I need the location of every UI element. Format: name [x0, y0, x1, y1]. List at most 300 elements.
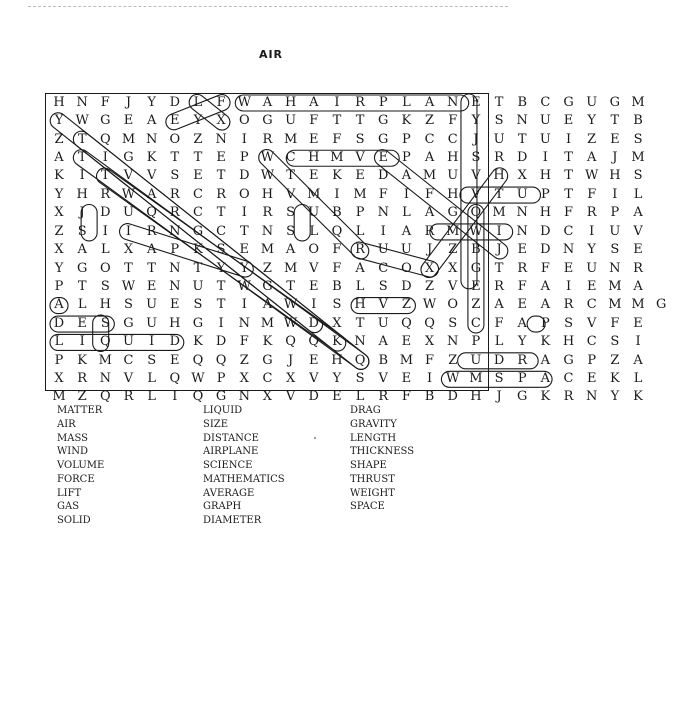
- grid-cell: Q: [99, 131, 111, 147]
- grid-cell: T: [147, 260, 156, 276]
- grid-cell: M: [330, 150, 344, 166]
- grid-cell: H: [493, 168, 505, 184]
- grid-cell: T: [286, 278, 295, 294]
- grid-cell: T: [77, 278, 87, 294]
- grid-cell: G: [262, 278, 273, 294]
- grid-cell: H: [562, 334, 575, 350]
- grid-cell: Y: [54, 113, 64, 129]
- word-list-item: SHAPE: [350, 460, 387, 471]
- grid-cell: D: [540, 223, 551, 239]
- grid-cell: S: [610, 242, 620, 258]
- grid-cell: T: [77, 131, 87, 147]
- grid-cell: A: [146, 242, 157, 258]
- grid-cell: X: [123, 242, 134, 258]
- grid-cell: A: [424, 150, 435, 166]
- grid-cell: K: [540, 334, 551, 350]
- grid-cell: Z: [448, 242, 458, 258]
- grid-cell: S: [286, 205, 296, 221]
- grid-cell: S: [448, 315, 458, 331]
- grid-cell: S: [494, 113, 504, 129]
- grid-cell: J: [426, 242, 433, 258]
- grid-cell: U: [377, 242, 389, 258]
- grid-cell: Q: [99, 389, 111, 405]
- grid-cell: Y: [587, 242, 596, 258]
- grid-cell: D: [517, 150, 528, 166]
- grid-cell: E: [332, 389, 342, 405]
- grid-cell: K: [332, 334, 342, 350]
- grid-cell: I: [589, 223, 595, 239]
- grid-cell: U: [493, 131, 505, 147]
- grid-cell: R: [262, 205, 273, 221]
- grid-cell: Q: [401, 315, 412, 331]
- grid-cell: M: [631, 297, 645, 313]
- grid-cell: L: [355, 278, 365, 294]
- grid-cell: K: [193, 242, 203, 258]
- grid-cell: J: [496, 389, 502, 405]
- grid-cell: E: [586, 278, 597, 294]
- grid-cell: S: [378, 278, 388, 294]
- grid-cell: W: [422, 297, 437, 313]
- grid-cell: O: [99, 260, 111, 276]
- grid-cell: C: [470, 315, 481, 331]
- grid-cell: L: [309, 223, 319, 239]
- grid-cell: U: [146, 297, 158, 313]
- grid-cell: N: [99, 371, 111, 387]
- grid-cell: S: [100, 278, 110, 294]
- grid-cell: E: [309, 352, 319, 368]
- grid-cell: H: [284, 94, 297, 110]
- grid-cell: V: [448, 278, 458, 294]
- grid-cell: R: [517, 352, 528, 368]
- grid-cell: K: [193, 334, 203, 350]
- grid-cell: T: [494, 94, 504, 110]
- grid-cell: V: [309, 260, 319, 276]
- grid-cell: Q: [192, 352, 204, 368]
- word-list-item: VOLUME: [57, 460, 105, 471]
- grid-cell: G: [123, 150, 134, 166]
- grid-cell: M: [631, 150, 645, 166]
- grid-cell: U: [308, 205, 320, 221]
- grid-cell: Y: [147, 94, 156, 110]
- grid-cell: I: [403, 186, 409, 202]
- grid-cell: C: [586, 334, 597, 350]
- grid-cell: I: [612, 186, 618, 202]
- grid-cell: K: [610, 371, 620, 387]
- grid-cell: V: [309, 371, 319, 387]
- grid-cell: I: [218, 315, 224, 331]
- grid-cell: L: [355, 389, 365, 405]
- grid-cell: M: [469, 371, 483, 387]
- grid-cell: I: [311, 297, 317, 313]
- grid-cell: W: [585, 168, 599, 184]
- grid-cell: U: [285, 113, 297, 129]
- grid-cell: P: [402, 150, 411, 166]
- word-list-item: MATHEMATICS: [203, 473, 285, 485]
- grid-cell: K: [633, 389, 643, 405]
- grid-cell: Q: [285, 334, 296, 350]
- grid-cell: N: [215, 131, 227, 147]
- grid-cell: N: [516, 205, 528, 221]
- grid-cell: K: [262, 334, 273, 350]
- grid-cell: X: [424, 260, 435, 276]
- grid-cell: P: [471, 334, 481, 350]
- grid-cell: P: [239, 150, 249, 166]
- grid-cell: F: [587, 186, 597, 202]
- grid-cell: N: [609, 260, 621, 276]
- grid-cell: N: [586, 389, 598, 405]
- grid-cell: I: [241, 131, 247, 147]
- grid-cell: Q: [169, 371, 181, 387]
- grid-cell: S: [100, 315, 110, 331]
- grid-cell: A: [424, 94, 435, 110]
- word-list-item: SIZE: [203, 418, 229, 430]
- grid-cell: I: [102, 150, 108, 166]
- grid-cell: S: [355, 131, 365, 147]
- grid-cell: W: [283, 297, 298, 313]
- grid-cell: N: [238, 315, 250, 331]
- grid-cell: P: [517, 371, 527, 387]
- grid-cell: V: [378, 371, 388, 387]
- word-list-item: SCIENCE: [203, 460, 253, 471]
- grid-cell: H: [354, 297, 366, 313]
- grid-cell: U: [447, 168, 459, 184]
- grid-cell: X: [54, 205, 64, 221]
- grid-cell: K: [54, 168, 64, 184]
- grid-cell: G: [609, 94, 621, 110]
- grid-cell: E: [170, 113, 180, 129]
- grid-cell: Z: [54, 131, 64, 147]
- grid-cell: P: [170, 242, 180, 258]
- grid-cell: T: [286, 168, 295, 184]
- grid-cell: M: [399, 352, 414, 368]
- grid-cell: R: [77, 371, 88, 387]
- grid-cell: M: [307, 186, 321, 202]
- grid-cell: M: [121, 131, 136, 147]
- grid-cell: R: [424, 223, 435, 239]
- grid-cell: K: [401, 113, 412, 129]
- grid-cell: P: [541, 315, 550, 331]
- grid-cell: J: [125, 94, 132, 110]
- grid-cell: G: [215, 389, 227, 405]
- grid-cell: P: [378, 94, 388, 110]
- grid-cell: E: [193, 168, 203, 184]
- grid-cell: O: [401, 260, 412, 276]
- grid-cell: X: [239, 371, 249, 387]
- grid-cell: X: [517, 168, 527, 184]
- grid-cell: H: [308, 150, 320, 166]
- grid-cell: Z: [77, 389, 87, 405]
- grid-cell: K: [332, 168, 342, 184]
- grid-cell: G: [470, 260, 482, 276]
- grid-cell: U: [146, 315, 158, 331]
- word-list-item: GRAVITY: [350, 418, 397, 430]
- grid-cell: U: [586, 94, 598, 110]
- grid-cell: Q: [331, 223, 343, 239]
- grid-cell: W: [191, 371, 205, 387]
- grid-cell: C: [378, 260, 389, 276]
- grid-cell: I: [241, 205, 247, 221]
- word-list-item: WIND: [57, 446, 88, 458]
- grid-cell: X: [285, 371, 296, 387]
- grid-cell: A: [517, 315, 527, 331]
- word-list-item: LENGTH: [350, 432, 397, 444]
- grid-cell: T: [193, 150, 203, 166]
- grid-cell: Z: [587, 131, 597, 147]
- grid-cell: Z: [425, 113, 435, 129]
- grid-cell: A: [401, 223, 412, 239]
- grid-cell: Q: [424, 315, 435, 331]
- grid-cell: N: [354, 334, 366, 350]
- grid-cell: H: [169, 315, 181, 331]
- grid-cell: L: [633, 371, 643, 387]
- grid-cell: M: [631, 94, 645, 110]
- grid-cell: F: [540, 260, 550, 276]
- grid-cell: Z: [262, 260, 272, 276]
- grid-cell: V: [378, 297, 388, 313]
- grid-cell: A: [378, 334, 388, 350]
- grid-cell: O: [169, 131, 181, 147]
- grid-cell: E: [77, 315, 87, 331]
- grid-cell: U: [516, 186, 528, 202]
- grid-cell: I: [102, 223, 108, 239]
- grid-cell: E: [401, 371, 412, 387]
- grid-cell: F: [610, 315, 620, 331]
- grid-cell: S: [471, 150, 481, 166]
- grid-cell: R: [563, 389, 574, 405]
- grid-cell: W: [121, 278, 136, 294]
- grid-cell: E: [216, 150, 226, 166]
- word-column-2: [203, 404, 285, 528]
- grid-cell: N: [261, 223, 274, 239]
- grid-cell: T: [216, 278, 226, 294]
- grid-cell: X: [448, 260, 458, 276]
- grid-cell: M: [608, 297, 622, 313]
- grid-cell: G: [100, 113, 111, 129]
- grid-cell: W: [237, 94, 251, 110]
- grid-cell: E: [633, 242, 643, 258]
- grid-cell: T: [355, 113, 365, 129]
- grid-cell: W: [283, 315, 298, 331]
- grid-cell: M: [492, 205, 506, 221]
- grid-cell: E: [239, 242, 250, 258]
- grid-cell: I: [334, 94, 340, 110]
- grid-cell: B: [378, 352, 389, 368]
- grid-cell: P: [541, 186, 550, 202]
- grid-cell: T: [564, 186, 573, 202]
- grid-cell: M: [260, 315, 275, 331]
- grid-cell: U: [192, 278, 204, 294]
- grid-cell: G: [447, 205, 458, 221]
- grid-cell: I: [149, 334, 155, 350]
- grid-cell: B: [424, 389, 435, 405]
- grid-cell: S: [610, 334, 620, 350]
- grid-cell: C: [192, 186, 203, 202]
- grid-cell: H: [99, 297, 111, 313]
- grid-cell: Y: [216, 260, 226, 276]
- grid-cell: K: [77, 352, 88, 368]
- grid-cell: R: [586, 205, 597, 221]
- grid-cell: H: [53, 94, 65, 110]
- grid-cell: C: [216, 223, 227, 239]
- grid-cell: A: [633, 352, 643, 368]
- grid-cell: H: [447, 186, 459, 202]
- grid-cell: X: [54, 242, 64, 258]
- grid-cell: U: [470, 352, 482, 368]
- grid-cell: I: [565, 131, 572, 147]
- word-list-item: DISTANCE: [203, 432, 259, 444]
- grid-cell: E: [170, 297, 180, 313]
- grid-cell: O: [238, 113, 250, 129]
- word-list-item: LIQUID: [203, 405, 243, 416]
- grid-cell: B: [517, 94, 527, 110]
- grid-cell: X: [216, 113, 226, 129]
- grid-cell: G: [123, 315, 134, 331]
- grid-cell: A: [494, 297, 504, 313]
- grid-cell: M: [422, 168, 437, 184]
- grid-cell: Y: [193, 113, 203, 129]
- grid-cell: N: [447, 94, 459, 110]
- grid-cell: F: [216, 94, 226, 110]
- grid-cell: N: [169, 278, 181, 294]
- grid-cell: E: [517, 297, 527, 313]
- top-rule: [28, 6, 508, 7]
- grid-cell: N: [447, 334, 459, 350]
- word-list-item: AVERAGE: [203, 487, 255, 499]
- grid-cell: Z: [401, 297, 411, 313]
- grid-cell: M: [283, 131, 298, 147]
- grid-cell: M: [353, 186, 367, 202]
- grid-cell: B: [332, 278, 342, 294]
- grid-cell: I: [542, 150, 548, 166]
- grid-cell: P: [610, 205, 620, 221]
- grid-cell: V: [285, 389, 296, 405]
- grid-cell: S: [332, 297, 342, 313]
- word-list-item: MATTER: [57, 405, 103, 416]
- grid-cell: A: [54, 297, 64, 313]
- grid-cell: E: [309, 131, 319, 147]
- grid-cell: D: [493, 352, 505, 368]
- grid-cell: Z: [471, 297, 481, 313]
- grid-cell: F: [332, 242, 342, 258]
- grid-cell: O: [238, 186, 250, 202]
- grid-cell: A: [146, 186, 157, 202]
- grid-cell: I: [496, 223, 502, 239]
- grid-cell: L: [54, 334, 64, 350]
- grid-cell: S: [124, 297, 133, 313]
- grid-cell: P: [54, 352, 64, 368]
- grid-cell: S: [77, 223, 87, 239]
- grid-cell: M: [98, 352, 112, 368]
- grid-cell: G: [563, 94, 574, 110]
- stray-mark: [314, 437, 316, 439]
- grid-cell: L: [402, 205, 411, 221]
- grid-cell: T: [355, 315, 365, 331]
- grid-cell: N: [562, 242, 575, 258]
- grid-cell: A: [54, 150, 64, 166]
- grid-cell: F: [332, 260, 342, 276]
- grid-cell: F: [401, 389, 411, 405]
- grid-cell: M: [52, 389, 66, 405]
- grid-cell: H: [609, 168, 621, 184]
- grid-cell: U: [122, 334, 134, 350]
- grid-cell: G: [76, 260, 88, 276]
- grid-cell: S: [494, 371, 504, 387]
- grid-cell: O: [447, 297, 459, 313]
- grid-cell: Y: [610, 389, 620, 405]
- grid-cell: E: [170, 352, 180, 368]
- grid-cell: D: [100, 205, 111, 221]
- grid-cell: C: [447, 131, 458, 147]
- grid-cell: V: [285, 186, 296, 202]
- grid-cell: S: [286, 223, 296, 239]
- grid-cell: G: [192, 223, 204, 239]
- grid-cell: A: [262, 297, 273, 313]
- grid-cell: R: [517, 260, 528, 276]
- grid-cell: N: [76, 94, 88, 110]
- grid-cell: A: [540, 371, 551, 387]
- grid-cell: E: [309, 168, 319, 184]
- grid-cell: A: [633, 278, 643, 294]
- grid-cell: J: [473, 131, 479, 147]
- word-list-item: DRAG: [350, 405, 381, 416]
- grid-cell: H: [331, 352, 343, 368]
- grid-cell: E: [355, 168, 365, 184]
- grid-cell: D: [401, 278, 412, 294]
- grid-cell: F: [100, 94, 110, 110]
- grid-cell: M: [446, 223, 460, 239]
- grid-cell: N: [377, 205, 389, 221]
- grid-cell: R: [146, 223, 157, 239]
- grid-cell: I: [125, 223, 132, 239]
- grid-cell: Q: [308, 334, 320, 350]
- grid-cell: J: [288, 352, 294, 368]
- grid-cell: F: [494, 315, 504, 331]
- grid-cell: S: [147, 352, 157, 368]
- grid-cell: X: [262, 389, 273, 405]
- grid-cell: W: [121, 186, 136, 202]
- word-list-item: THRUST: [350, 473, 395, 485]
- grid-cell: K: [146, 150, 157, 166]
- grid-cell: T: [494, 186, 504, 202]
- grid-cell: E: [378, 150, 388, 166]
- grid-cell: F: [378, 186, 388, 202]
- grid-cell: T: [170, 150, 180, 166]
- grid-cell: G: [192, 315, 204, 331]
- grid-cell: F: [517, 278, 527, 294]
- word-list-item: AIR: [57, 418, 76, 430]
- grid-cell: Y: [517, 334, 527, 350]
- word-list-item: FORCE: [57, 473, 95, 485]
- grid-cell: Y: [54, 186, 64, 202]
- grid-cell: V: [146, 168, 157, 184]
- grid-cell: Q: [146, 205, 157, 221]
- grid-cell: G: [563, 352, 574, 368]
- grid-cell: X: [54, 371, 64, 387]
- grid-cell: G: [378, 113, 389, 129]
- grid-cell: Y: [587, 113, 596, 129]
- grid-cell: U: [586, 260, 598, 276]
- grid-cell: R: [100, 186, 111, 202]
- grid-cell: W: [469, 223, 483, 239]
- page-title: AIR: [258, 48, 284, 61]
- grid-cell: A: [146, 113, 157, 129]
- grid-cell: A: [262, 94, 273, 110]
- word-list-item: SOLID: [57, 515, 91, 526]
- grid-cell: Q: [354, 352, 366, 368]
- grid-cell: R: [494, 278, 504, 294]
- grid-cell: U: [539, 113, 551, 129]
- grid-cell: G: [262, 352, 273, 368]
